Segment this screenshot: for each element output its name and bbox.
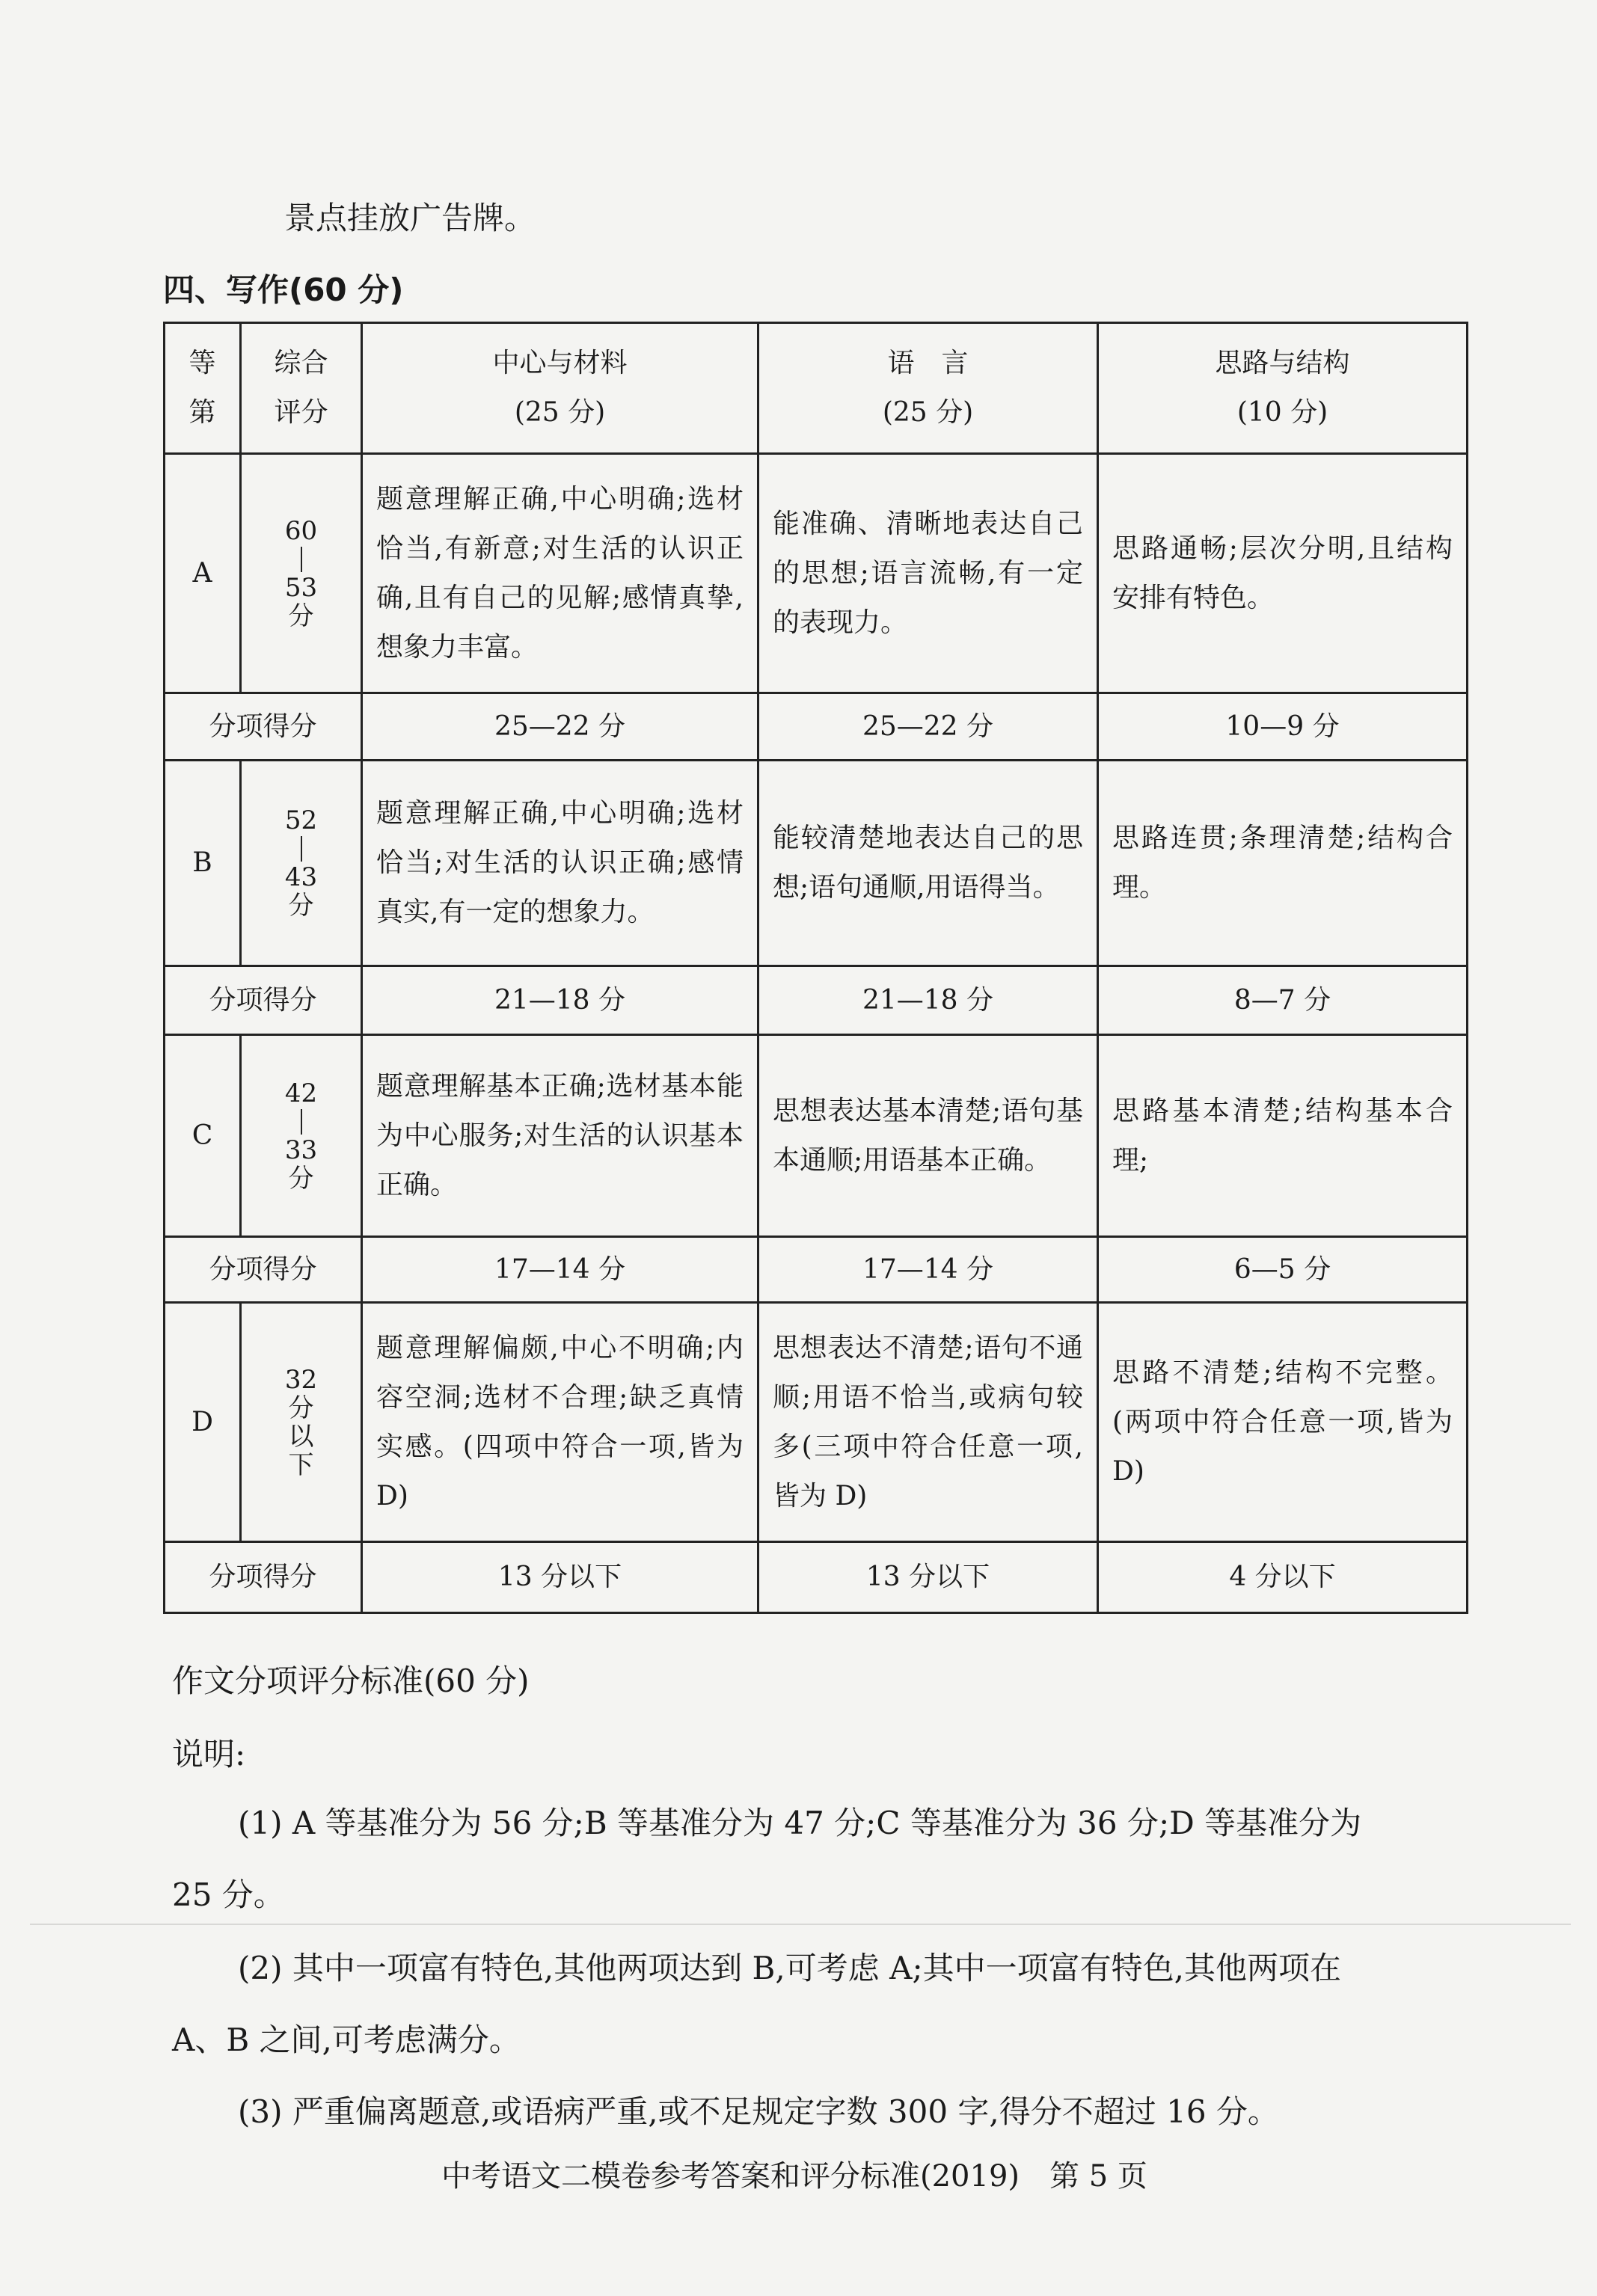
subscore-label: 分项得分 — [165, 966, 362, 1035]
top-line: 景点挂放广告牌。 — [284, 200, 536, 236]
score-top: 42 — [284, 1078, 318, 1108]
header-grade: 等第 — [165, 323, 241, 454]
score-bottom: 下 — [288, 1449, 314, 1480]
criteria-col3: 思路基本清楚;结构基本合理; — [1098, 1035, 1468, 1237]
header-col1-points: (25 分) — [514, 397, 606, 428]
subscore-row — [165, 693, 1468, 761]
note-1-line-2: 25 分。 — [172, 1876, 285, 1913]
subscore-label: 分项得分 — [165, 693, 362, 761]
score-top: 52 — [284, 805, 318, 835]
subscore-row — [165, 966, 1468, 1035]
table-header-row — [165, 323, 1468, 454]
table-row — [165, 1035, 1468, 1237]
score-range-cell — [241, 454, 362, 693]
criteria-col2: 能准确、清晰地表达自己的思想;语言流畅,有一定的表现力。 — [758, 454, 1098, 693]
score-range-cell — [241, 761, 362, 966]
header-col3 — [1098, 323, 1468, 454]
note-2-line-2: A、B 之间,可考虑满分。 — [172, 2022, 521, 2058]
score-unit: 分 — [288, 1163, 314, 1194]
header-overall-line1: 综合 — [274, 348, 328, 378]
criteria-col2: 思想表达基本清楚;语句基本通顺;用语基本正确。 — [758, 1035, 1098, 1237]
subscore-col3: 6—5 分 — [1098, 1237, 1468, 1303]
subscore-col1: 21—18 分 — [362, 966, 758, 1035]
scoring-table — [163, 322, 1468, 1614]
note-1-line-1: (1) A 等基准分为 56 分;B 等基准分为 47 分;C 等基准分为 36 分;D 等基准分为 — [238, 1805, 1362, 1841]
subscore-col2: 17—14 分 — [758, 1237, 1098, 1303]
subscore-row — [165, 1237, 1468, 1303]
criteria-col2: 思想表达不清楚;语句不通顺;用语不恰当,或病句较多(三项中符合任意一项,皆为 D) — [758, 1303, 1098, 1542]
standard-title: 作文分项评分标准(60 分) — [172, 1663, 530, 1699]
criteria-col2: 能较清楚地表达自己的思想;语句通顺,用语得当。 — [758, 761, 1098, 966]
header-overall — [241, 323, 362, 454]
score-mid1: 分 — [288, 1393, 314, 1423]
grade-cell: A — [165, 454, 241, 693]
grade-cell: D — [165, 1303, 241, 1542]
subscore-col2: 21—18 分 — [758, 966, 1098, 1035]
header-col1-title: 中心与材料 — [492, 348, 628, 378]
subscore-col1: 25—22 分 — [362, 693, 758, 761]
subscore-col2: 25—22 分 — [758, 693, 1098, 761]
header-col2-title: 语 言 — [887, 348, 969, 378]
table-row — [165, 454, 1468, 693]
score-bottom: 33 — [284, 1135, 318, 1165]
criteria-col1: 题意理解偏颇,中心不明确;内容空洞;选材不合理;缺乏真情实感。(四项中符合一项,皆为 D) — [362, 1303, 758, 1542]
header-col3-title: 思路与结构 — [1215, 348, 1350, 378]
note-2-line-1: (2) 其中一项富有特色,其他两项达到 B,可考虑 A;其中一项富有特色,其他两项在 — [238, 1950, 1341, 1986]
score-top: 32 — [284, 1364, 318, 1395]
subscore-col3: 10—9 分 — [1098, 693, 1468, 761]
score-range-cell — [241, 1303, 362, 1542]
section-title: 四、写作(60 分) — [163, 271, 404, 308]
criteria-col1: 题意理解正确,中心明确;选材恰当;对生活的认识正确;感情真实,有一定的想象力。 — [362, 761, 758, 966]
header-col2 — [758, 323, 1098, 454]
subscore-row — [165, 1542, 1468, 1613]
notes-label: 说明: — [172, 1736, 246, 1772]
header-col1 — [362, 323, 758, 454]
score-unit: 分 — [288, 601, 314, 631]
subscore-label: 分项得分 — [165, 1237, 362, 1303]
score-mid2: 以 — [288, 1421, 314, 1452]
criteria-col3: 思路通畅;层次分明,且结构安排有特色。 — [1098, 454, 1468, 693]
criteria-col3: 思路连贯;条理清楚;结构合理。 — [1098, 761, 1468, 966]
grade-cell: C — [165, 1035, 241, 1237]
criteria-col3: 思路不清楚;结构不完整。(两项中符合任意一项,皆为 D) — [1098, 1303, 1468, 1542]
subscore-col2: 13 分以下 — [758, 1542, 1098, 1613]
subscore-col1: 17—14 分 — [362, 1237, 758, 1303]
subscore-col1: 13 分以下 — [362, 1542, 758, 1613]
grade-cell: B — [165, 761, 241, 966]
score-bottom: 43 — [284, 862, 318, 892]
table-row — [165, 1303, 1468, 1542]
criteria-col1: 题意理解基本正确;选材基本能为中心服务;对生活的认识基本正确。 — [362, 1035, 758, 1237]
table-row — [165, 761, 1468, 966]
note-3: (3) 严重偏离题意,或语病严重,或不足规定字数 300 字,得分不超过 16 分。 — [238, 2093, 1279, 2130]
score-top: 60 — [284, 515, 318, 546]
subscore-col3: 4 分以下 — [1098, 1542, 1468, 1613]
header-col3-points: (10 分) — [1236, 397, 1328, 428]
score-range-cell — [241, 1035, 362, 1237]
scan-fold-line — [30, 1924, 1571, 1925]
score-bottom: 53 — [284, 572, 318, 603]
subscore-col3: 8—7 分 — [1098, 966, 1468, 1035]
subscore-label: 分项得分 — [165, 1542, 362, 1613]
criteria-col1: 题意理解正确,中心明确;选材恰当,有新意;对生活的认识正确,且有自己的见解;感情真挚,想象力丰富。 — [362, 454, 758, 693]
score-unit: 分 — [288, 891, 314, 921]
header-overall-line2: 评分 — [274, 397, 328, 428]
header-col2-points: (25 分) — [882, 397, 974, 428]
page-footer: 中考语文二模卷参考答案和评分标准(2019) 第 5 页 — [441, 2159, 1147, 2194]
